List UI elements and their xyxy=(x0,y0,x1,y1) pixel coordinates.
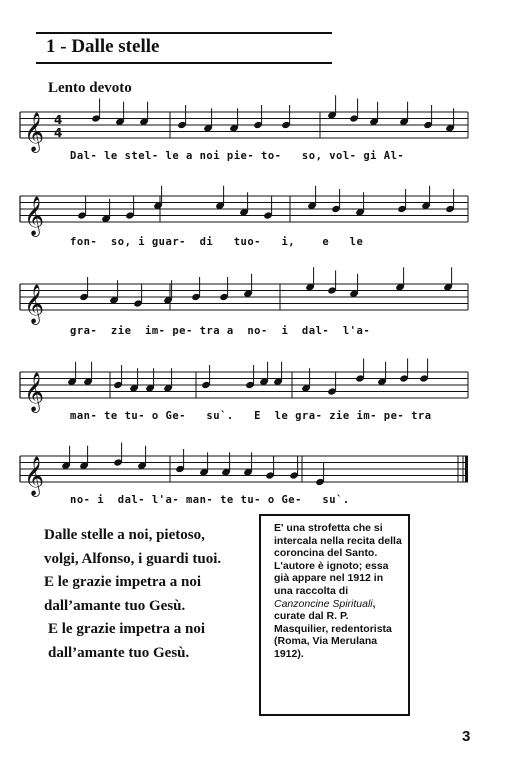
title-rule-bottom xyxy=(36,62,332,64)
verse-line: E le grazie impetra a noi xyxy=(44,574,202,590)
time-signature-bottom: 4 xyxy=(54,126,63,140)
music-system-2 xyxy=(20,192,468,236)
lyrics-line-2: fon- so, i guar- di tuo- i, e le xyxy=(70,236,364,248)
treble-clef-icon: 𝄞 xyxy=(24,456,45,496)
treble-clef-icon: 𝄞 xyxy=(24,112,45,152)
info-box xyxy=(259,514,410,716)
page-number: 3 xyxy=(462,728,471,745)
title-rule-top xyxy=(36,32,332,34)
treble-clef-icon: 𝄞 xyxy=(24,372,45,412)
info-text-part1: E' una strofetta che si intercala nella recita della coroncina del Santo. L'autore è ignoto; essa già appare nel 1912 in una raccolta di xyxy=(274,522,402,597)
tempo-marking: Lento devoto xyxy=(48,80,132,96)
info-text-part2: , curate dal R. P. Masquilier, redentorista (Roma, Via Merulana 1912). xyxy=(274,597,392,660)
verse-line: volgi, Alfonso, i guardi tuoi. xyxy=(44,550,222,567)
verse-line: Dalle stelle a noi, pietoso, xyxy=(44,527,205,543)
lyrics-line-3: gra- zie im- pe- tra a no- i dal- l'a- xyxy=(70,325,371,337)
verse-line: dall’amante tuo Gesù. xyxy=(44,597,186,614)
staff-5 xyxy=(20,452,468,496)
lyrics-line-1: Dal- le stel- le a noi pie- to- so, vol- gi Al- xyxy=(70,150,405,162)
staff-1 xyxy=(20,108,468,152)
music-system-1 xyxy=(20,108,468,152)
lyrics-line-5: no- i dal- l'a- man- te tu- o Ge- su`. xyxy=(70,494,350,506)
treble-clef-icon: 𝄞 xyxy=(24,196,45,236)
time-signature-top: 4 xyxy=(54,113,63,127)
final-bar-thick xyxy=(465,456,468,482)
staff-3 xyxy=(20,280,468,324)
music-system-4 xyxy=(20,368,468,412)
song-title: 1 - Dalle stelle xyxy=(46,36,160,57)
treble-clef-icon: 𝄞 xyxy=(24,284,45,324)
lyrics-line-4: man- te tu- o Ge- su`. E le gra- zie im- pe- tra xyxy=(70,410,432,422)
verse-text xyxy=(44,524,254,665)
music-system-5 xyxy=(20,452,468,496)
staff-4 xyxy=(20,368,468,412)
info-box-text xyxy=(274,522,402,661)
music-system-3 xyxy=(20,280,468,324)
staff-2 xyxy=(20,192,468,236)
info-text-italic: Canzoncine Spirituali xyxy=(274,597,373,610)
verse-line: E le grazie impetra a noi xyxy=(48,621,206,637)
verse-line: dall’amante tuo Gesù. xyxy=(48,644,190,661)
